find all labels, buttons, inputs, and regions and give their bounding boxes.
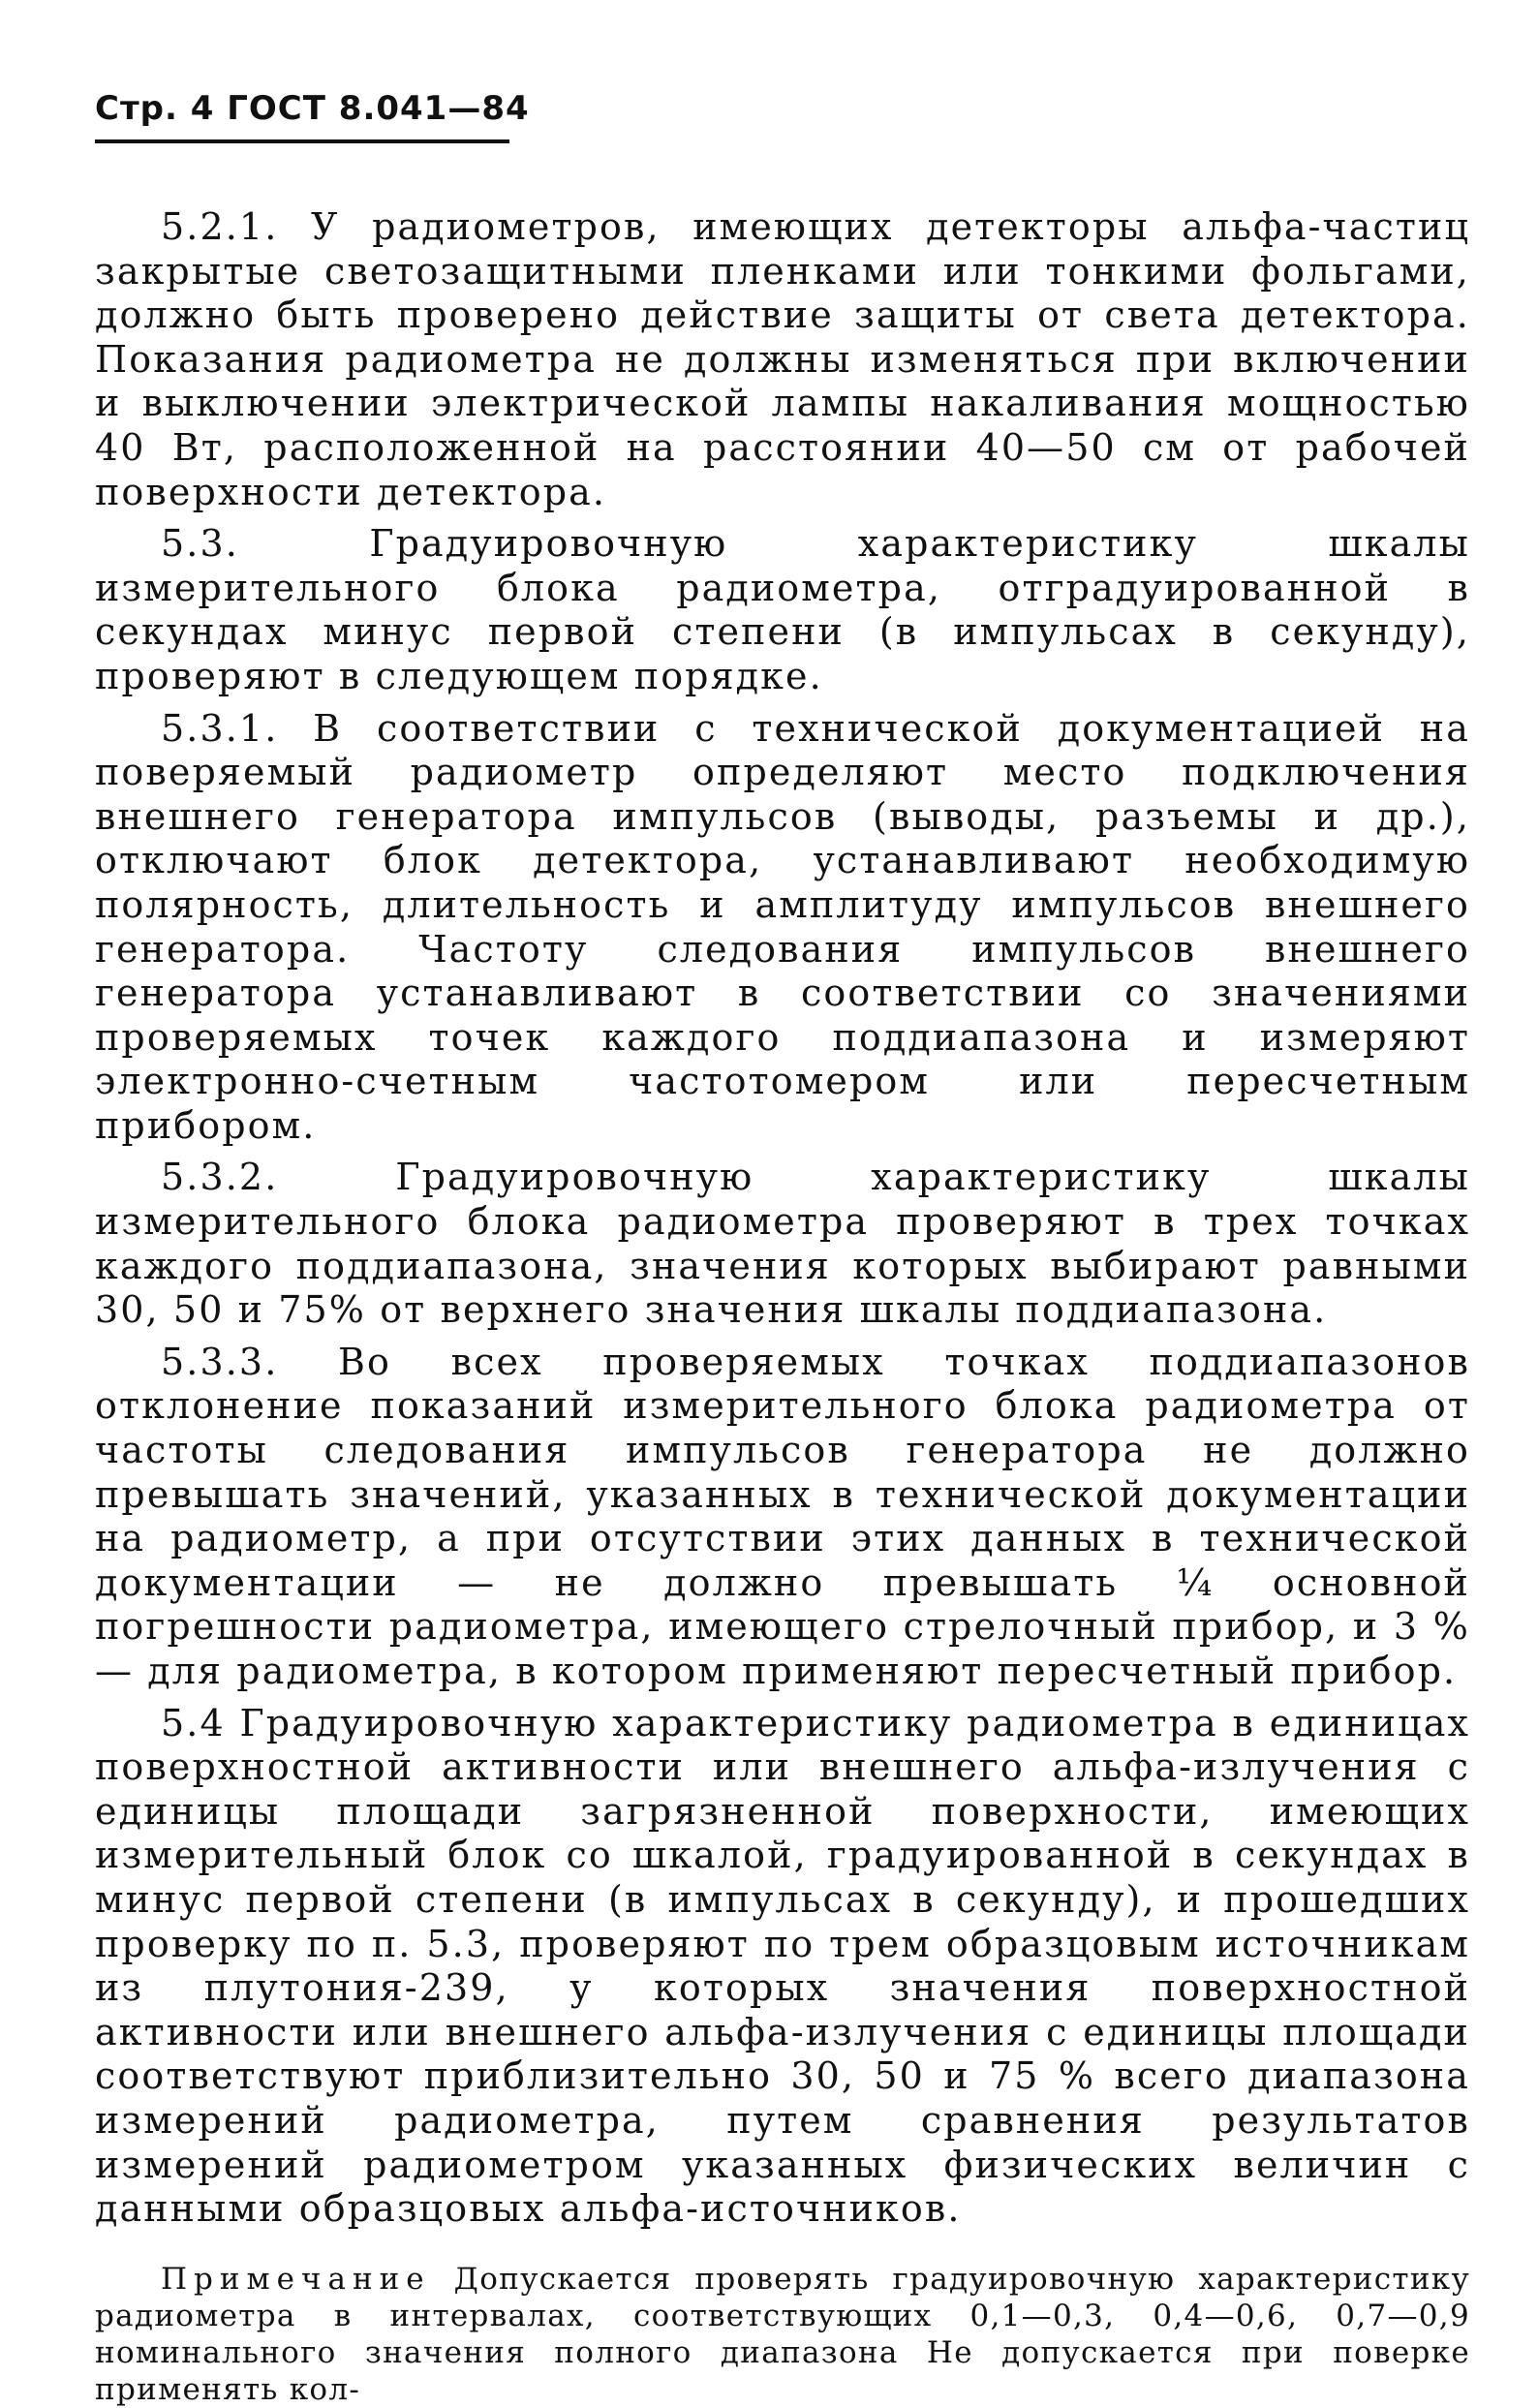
document-body	[95, 205, 1470, 2408]
paragraph-5-3-3: 5.3.3. Во всех проверяемых точках поддиапазонов отклонение показаний измерительного блока радиометра от частоты следования импульсов генератора не должно превышать значений, указанных в технической документации на радиометр, а при отсутствии этих данных в технической документации — не должно превышать ¼ основной погрешности радиометра, имеющего стрелочный прибор, и 3 % — для радиометра, в котором применяют пересчетный прибор.	[95, 1340, 1470, 1692]
page-header: Стр. 4 ГОСТ 8.041—84	[95, 89, 530, 128]
note-text: Допускается проверять градуировочную характеристику радиометра в интервалах, соответствующих 0,1—0,3, 0,4—0,6, 0,7—0,9 номинального значения полного диапазона Не допускается при поверке применять кол-	[95, 2261, 1470, 2407]
note-label: Примечание	[161, 2261, 431, 2297]
header-divider	[95, 139, 509, 143]
paragraph-5-2-1: 5.2.1. У радиометров, имеющих детекторы альфа-частиц закрытые светозащитными пленками или тонкими фольгами, должно быть проверено действие защиты от света детектора. Показания радиометра не должны изменяться при включении и выключении электрической лампы накаливания мощностью 40 Вт, расположенной на расстоянии 40—50 см от рабочей поверхности детектора.	[95, 205, 1470, 513]
paragraph-5-4: 5.4 Градуировочную характеристику радиометра в единицах поверхностной активности или внешнего альфа-излучения с единицы площади загрязненной поверхности, имеющих измерительный блок со шкалой, градуированной в секундах в минус первой степени (в импульсах в секунду), и прошедших проверку по п. 5.3, проверяют по трем образцовым источникам из плутония-239, у которых значения поверхностной активности или внешнего альфа-излучения с единицы площади соответствуют приблизительно 30, 50 и 75 % всего диапазона измерений радиометра, путем сравнения результатов измерений радиометром указанных физических величин с данными образцовых альфа-источников.	[95, 1701, 1470, 2231]
document-page	[95, 89, 1470, 2408]
paragraph-5-3-1: 5.3.1. В соответствии с технической документацией на поверяемый радиометр определяют место подключения внешнего генератора импульсов (выводы, разъемы и др.), отключают блок детектора, устанавливают необходимую полярность, длительность и амплитуду импульсов внешнего генератора. Частоту следования импульсов внешнего генератора устанавливают в соответствии со значениями проверяемых точек каждого поддиапазона и измеряют электронно-счетным частотомером или пересчетным прибором.	[95, 706, 1470, 1147]
paragraph-5-3: 5.3. Градуировочную характеристику шкалы измерительного блока радиометра, отградуированной в секундах минус первой степени (в импульсах в секунду), проверяют в следующем порядке.	[95, 522, 1470, 697]
paragraph-5-3-2: 5.3.2. Градуировочную характеристику шкалы измерительного блока радиометра проверяют в трех точках каждого поддиапазона, значения которых выбирают равными 30, 50 и 75% от верхнего значения шкалы поддиапазона.	[95, 1156, 1470, 1332]
